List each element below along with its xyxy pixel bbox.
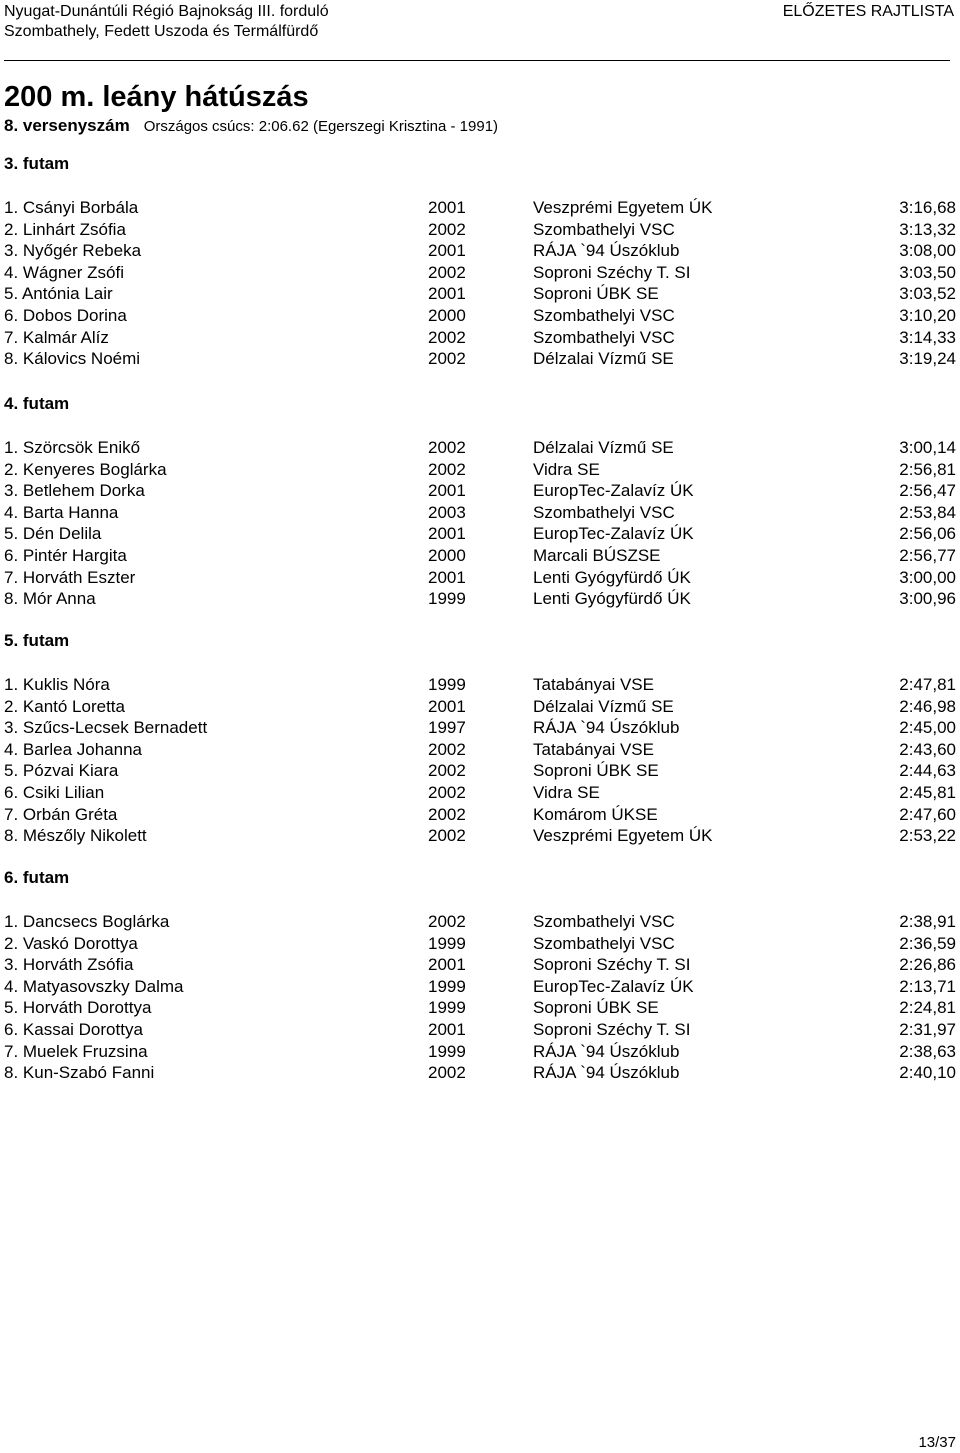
- club-name: Lenti Gyógyfürdő ÚK: [533, 589, 691, 609]
- entry-time: 2:56,06: [899, 524, 956, 544]
- birth-year: 1999: [428, 589, 466, 609]
- swimmer-name: 4. Barta Hanna: [4, 502, 119, 522]
- birth-year: 2001: [428, 524, 466, 544]
- club-name: Szombathelyi VSC: [533, 219, 675, 239]
- swimmer-name: 5. Pózvai Kiara: [4, 761, 119, 781]
- birth-year: 2001: [428, 481, 466, 501]
- birth-year: 2002: [428, 459, 466, 479]
- entry-row: [4, 804, 956, 826]
- swimmer-name: 4. Wágner Zsófi: [4, 262, 124, 282]
- entry-row: [4, 348, 956, 370]
- entry-time: 2:47,81: [899, 675, 956, 694]
- entry-row: [4, 305, 956, 327]
- entry-time: 3:03,50: [899, 262, 956, 282]
- event-number: 8. versenyszám: [4, 116, 130, 135]
- swimmer-name: 7. Orbán Gréta: [4, 804, 118, 824]
- entry-row: [4, 197, 956, 219]
- entry-row: [4, 262, 956, 284]
- birth-year: 1999: [428, 933, 466, 953]
- swimmer-name: 2. Kantó Loretta: [4, 696, 125, 716]
- entry-time: 2:56,81: [899, 459, 956, 479]
- birth-year: 2001: [428, 1020, 466, 1039]
- club-name: Soproni Széchy T. SI: [533, 262, 691, 282]
- club-name: Soproni ÚBK SE: [533, 998, 659, 1018]
- entry-row: [4, 283, 956, 305]
- club-name: Vidra SE: [533, 459, 600, 479]
- swimmer-name: 6. Csiki Lilian: [4, 783, 105, 802]
- swimmer-name: 2. Kenyeres Boglárka: [4, 459, 167, 479]
- club-name: Tatabányai VSE: [533, 739, 654, 759]
- swimmer-name: 2. Linhárt Zsófia: [4, 219, 126, 239]
- entry-time: 2:38,63: [899, 1041, 956, 1061]
- entry-time: 2:46,98: [899, 696, 956, 716]
- entry-row: [4, 523, 956, 545]
- entry-time: 2:40,10: [899, 1063, 956, 1083]
- entry-row: [4, 1062, 956, 1084]
- swimmer-name: 6. Kassai Dorottya: [4, 1020, 143, 1039]
- club-name: RÁJA `94 Úszóklub: [533, 241, 680, 261]
- birth-year: 2001: [428, 284, 466, 304]
- swimmer-name: 2. Vaskó Dorottya: [4, 933, 138, 953]
- entry-row: [4, 480, 956, 502]
- birth-year: 2002: [428, 219, 466, 239]
- birth-year: 2002: [428, 349, 466, 369]
- entry-time: 2:45,81: [899, 783, 956, 802]
- club-name: RÁJA `94 Úszóklub: [533, 1041, 680, 1061]
- entry-time: 3:14,33: [899, 327, 956, 347]
- birth-year: 2002: [428, 739, 466, 759]
- birth-year: 2002: [428, 327, 466, 347]
- birth-year: 2002: [428, 783, 466, 802]
- swimmer-name: 1. Csányi Borbála: [4, 198, 139, 217]
- birth-year: 2003: [428, 502, 466, 522]
- birth-year: 1999: [428, 976, 466, 996]
- birth-year: 2000: [428, 306, 466, 325]
- club-name: Soproni ÚBK SE: [533, 761, 659, 781]
- club-name: Szombathelyi VSC: [533, 502, 675, 522]
- entry-time: 3:19,24: [899, 349, 956, 369]
- swimmer-name: 7. Horváth Eszter: [4, 567, 136, 587]
- entry-time: 2:36,59: [899, 933, 956, 953]
- birth-year: 1999: [428, 675, 466, 694]
- entry-time: 2:45,00: [899, 718, 956, 738]
- swimmer-name: 3. Szűcs-Lecsek Bernadett: [4, 718, 208, 738]
- entry-time: 3:00,14: [899, 438, 956, 457]
- birth-year: 1997: [428, 718, 466, 738]
- entry-row: [4, 240, 956, 262]
- club-name: Délzalai Vízmű SE: [533, 438, 674, 457]
- swimmer-name: 3. Betlehem Dorka: [4, 481, 145, 501]
- birth-year: 2001: [428, 241, 466, 261]
- entry-row: [4, 976, 956, 998]
- club-name: EuropTec-Zalavíz ÚK: [533, 481, 694, 501]
- club-name: Tatabányai VSE: [533, 675, 654, 694]
- entry-row: [4, 825, 956, 847]
- entry-time: 2:26,86: [899, 955, 956, 975]
- swimmer-name: 1. Szörcsök Enikő: [4, 438, 141, 457]
- event-title: 200 m. leány hátúszás: [4, 81, 309, 113]
- entry-time: 3:10,20: [899, 306, 956, 325]
- birth-year: 2002: [428, 438, 466, 457]
- club-name: RÁJA `94 Úszóklub: [533, 1063, 680, 1083]
- page-number: 13/37: [918, 1434, 956, 1451]
- entry-row: [4, 1041, 956, 1063]
- header-venue: Szombathely, Fedett Uszoda és Termálfürdő: [4, 23, 319, 40]
- entry-row: [4, 717, 956, 739]
- club-name: RÁJA `94 Úszóklub: [533, 718, 680, 738]
- entry-row: [4, 739, 956, 761]
- entry-row: [4, 588, 956, 610]
- entry-time: 3:00,96: [899, 589, 956, 609]
- birth-year: 2001: [428, 696, 466, 716]
- entry-time: 3:13,32: [899, 219, 956, 239]
- birth-year: 2002: [428, 1063, 466, 1083]
- birth-year: 2001: [428, 955, 466, 975]
- entry-time: 2:31,97: [899, 1020, 956, 1039]
- birth-year: 2002: [428, 912, 466, 931]
- club-name: Lenti Gyógyfürdő ÚK: [533, 567, 691, 587]
- swimmer-name: 5. Dén Delila: [4, 524, 102, 544]
- entry-row: [4, 954, 956, 976]
- swimmer-name: 8. Mészőly Nikolett: [4, 826, 147, 846]
- swimmer-name: 8. Kun-Szabó Fanni: [4, 1063, 155, 1083]
- club-name: Soproni Széchy T. SI: [533, 1020, 691, 1039]
- swimmer-name: 7. Muelek Fruzsina: [4, 1041, 148, 1061]
- club-name: Szombathelyi VSC: [533, 933, 675, 953]
- club-name: Vidra SE: [533, 783, 600, 802]
- birth-year: 2002: [428, 826, 466, 846]
- swimmer-name: 4. Barlea Johanna: [4, 739, 142, 759]
- heat-heading: 5. futam: [4, 631, 70, 650]
- swimmer-name: 8. Kálovics Noémi: [4, 349, 141, 369]
- club-name: Szombathelyi VSC: [533, 327, 675, 347]
- header-competition: Nyugat-Dunántúli Régió Bajnokság III. forduló: [4, 3, 329, 20]
- birth-year: 2002: [428, 804, 466, 824]
- birth-year: 2001: [428, 198, 466, 217]
- event-subtitle: [4, 115, 498, 138]
- header-rule: [4, 60, 950, 61]
- entry-row: [4, 502, 956, 524]
- event-record: Országos csúcs: 2:06.62 (Egerszegi Krisztina - 1991): [143, 118, 499, 135]
- entry-time: 2:53,84: [899, 502, 956, 522]
- entry-time: 3:00,00: [899, 567, 956, 587]
- entry-time: 2:24,81: [899, 998, 956, 1018]
- swimmer-name: 1. Dancsecs Boglárka: [4, 912, 170, 931]
- entry-row: [4, 327, 956, 349]
- swimmer-name: 1. Kuklis Nóra: [4, 675, 110, 694]
- swimmer-name: 6. Pintér Hargita: [4, 546, 127, 565]
- birth-year: 2000: [428, 546, 466, 565]
- club-name: Szombathelyi VSC: [533, 912, 675, 931]
- club-name: Délzalai Vízmű SE: [533, 349, 674, 369]
- entry-time: 2:43,60: [899, 739, 956, 759]
- entry-row: [4, 219, 956, 241]
- entry-row: [4, 760, 956, 782]
- entry-row: [4, 997, 956, 1019]
- entry-row: [4, 933, 956, 955]
- swimmer-name: 6. Dobos Dorina: [4, 306, 127, 325]
- header-list-type: ELŐZETES RAJTLISTA: [782, 3, 954, 20]
- swimmer-name: 7. Kalmár Alíz: [4, 327, 109, 347]
- entry-row: [4, 437, 956, 459]
- entry-time: 2:53,22: [899, 826, 956, 846]
- entry-time: 3:16,68: [899, 198, 956, 217]
- club-name: EuropTec-Zalavíz ÚK: [533, 976, 694, 996]
- entry-time: 2:13,71: [899, 976, 956, 996]
- birth-year: 2001: [428, 567, 466, 587]
- entry-time: 3:08,00: [899, 241, 956, 261]
- birth-year: 1999: [428, 998, 466, 1018]
- club-name: Soproni Széchy T. SI: [533, 955, 691, 975]
- entry-time: 2:47,60: [899, 804, 956, 824]
- entry-time: 3:03,52: [899, 284, 956, 304]
- heat-heading: 6. futam: [4, 868, 70, 887]
- swimmer-name: 5. Horváth Dorottya: [4, 998, 152, 1018]
- entry-time: 2:44,63: [899, 761, 956, 781]
- birth-year: 1999: [428, 1041, 466, 1061]
- entry-row: [4, 911, 956, 933]
- entry-time: 2:56,47: [899, 481, 956, 501]
- heat-heading: 4. futam: [4, 394, 70, 413]
- entry-row: [4, 567, 956, 589]
- club-name: Szombathelyi VSC: [533, 306, 675, 325]
- club-name: Veszprémi Egyetem ÚK: [533, 826, 713, 846]
- club-name: EuropTec-Zalavíz ÚK: [533, 524, 694, 544]
- birth-year: 2002: [428, 761, 466, 781]
- entry-row: [4, 545, 956, 567]
- entry-row: [4, 782, 956, 804]
- club-name: Veszprémi Egyetem ÚK: [533, 198, 713, 217]
- entry-row: [4, 696, 956, 718]
- heat-heading: 3. futam: [4, 154, 70, 173]
- entry-time: 2:38,91: [899, 912, 956, 931]
- swimmer-name: 4. Matyasovszky Dalma: [4, 976, 184, 996]
- birth-year: 2002: [428, 262, 466, 282]
- entry-row: [4, 674, 956, 696]
- swimmer-name: 3. Nyőgér Rebeka: [4, 241, 142, 261]
- club-name: Komárom ÚKSE: [533, 804, 658, 824]
- swimmer-name: 8. Mór Anna: [4, 589, 96, 609]
- swimmer-name: 3. Horváth Zsófia: [4, 955, 134, 975]
- entry-time: 2:56,77: [899, 546, 956, 565]
- club-name: Marcali BÚSZSE: [533, 546, 661, 565]
- entry-row: [4, 1019, 956, 1041]
- club-name: Soproni ÚBK SE: [533, 284, 659, 304]
- swimmer-name: 5. Antónia Lair: [4, 284, 113, 304]
- entry-row: [4, 459, 956, 481]
- club-name: Délzalai Vízmű SE: [533, 696, 674, 716]
